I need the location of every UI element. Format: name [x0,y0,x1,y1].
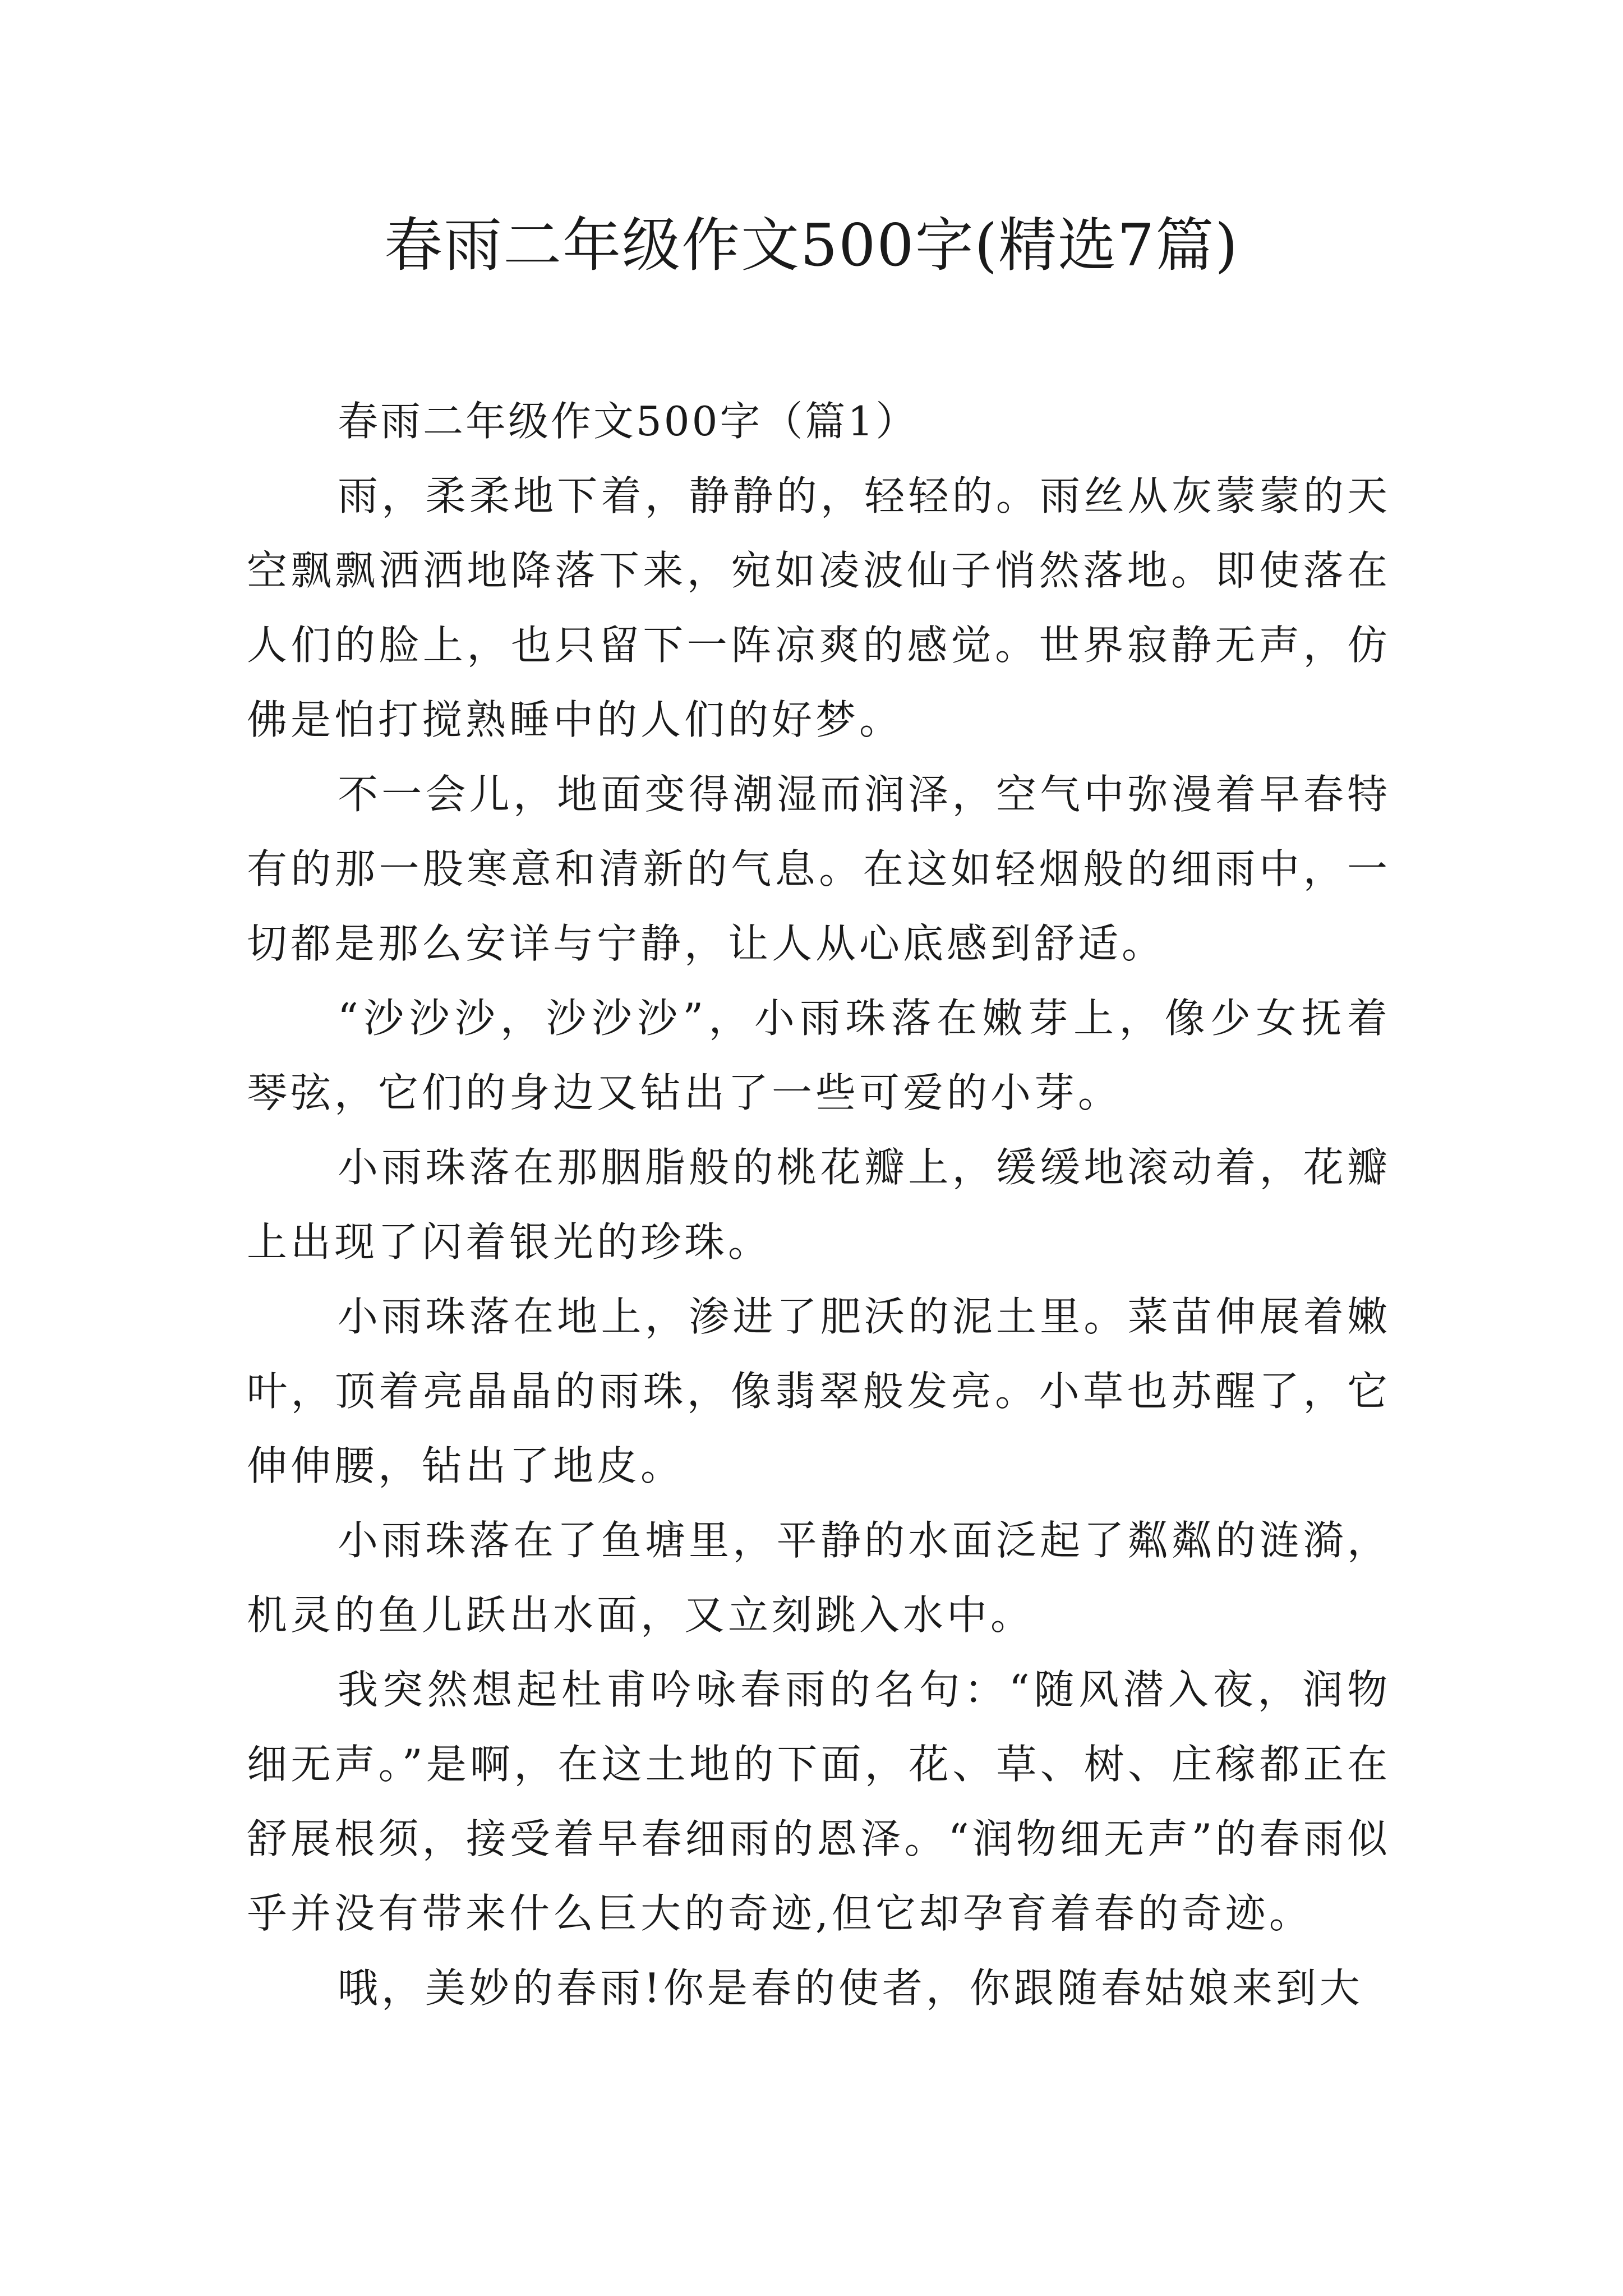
paragraph-3: “沙沙沙，沙沙沙”，小雨珠落在嫩芽上，像少女抚着琴弦，它们的身边又钻出了一些可爱的小芽。 [247,995,1391,1116]
paragraph-4: 小雨珠落在那胭脂般的桃花瓣上，缓缓地滚动着，花瓣上出现了闪着银光的珍珠。 [247,1144,1391,1266]
document-title: 春雨二年级作文500字(精选7篇) [384,211,1239,279]
paragraph-5: 小雨珠落在地上，渗进了肥沃的泥土里。菜苗伸展着嫩叶，顶着亮晶晶的雨珠，像翡翠般发亮。小草也苏醒了，它伸伸腰，钻出了地皮。 [247,1293,1391,1489]
section-heading: 春雨二年级作文500字（篇1） [338,398,919,445]
paragraph-6: 小雨珠落在了鱼塘里，平静的水面泛起了粼粼的涟漪，机灵的鱼儿跃出水面，又立刻跳入水中。 [247,1517,1391,1639]
paragraph-2: 不一会儿，地面变得潮湿而润泽，空气中弥漫着早春特有的那一股寒意和清新的气息。在这如轻烟般的细雨中，一切都是那么安详与宁静，让人从心底感到舒适。 [247,771,1391,967]
paragraph-8: 哦，美妙的春雨!你是春的使者，你跟随春姑娘来到大 [338,1964,1363,2012]
paragraph-7: 我突然想起杜甫吟咏春雨的名句：“随风潜入夜，润物细无声。”是啊，在这土地的下面，花、草、树、庄稼都正在舒展根须，接受着早春细雨的恩泽。“润物细无声”的春雨似乎并没有带来什么巨大的奇迹,但它却孕育着春的奇迹。 [247,1666,1391,1937]
paragraph-1: 雨，柔柔地下着，静静的，轻轻的。雨丝从灰蒙蒙的天空飘飘洒洒地降落下来，宛如凌波仙子悄然落地。即使落在人们的脸上，也只留下一阵凉爽的感觉。世界寂静无声，仿佛是怕打搅熟睡中的人们的好梦。 [247,472,1391,743]
document-body [247,384,1391,2026]
